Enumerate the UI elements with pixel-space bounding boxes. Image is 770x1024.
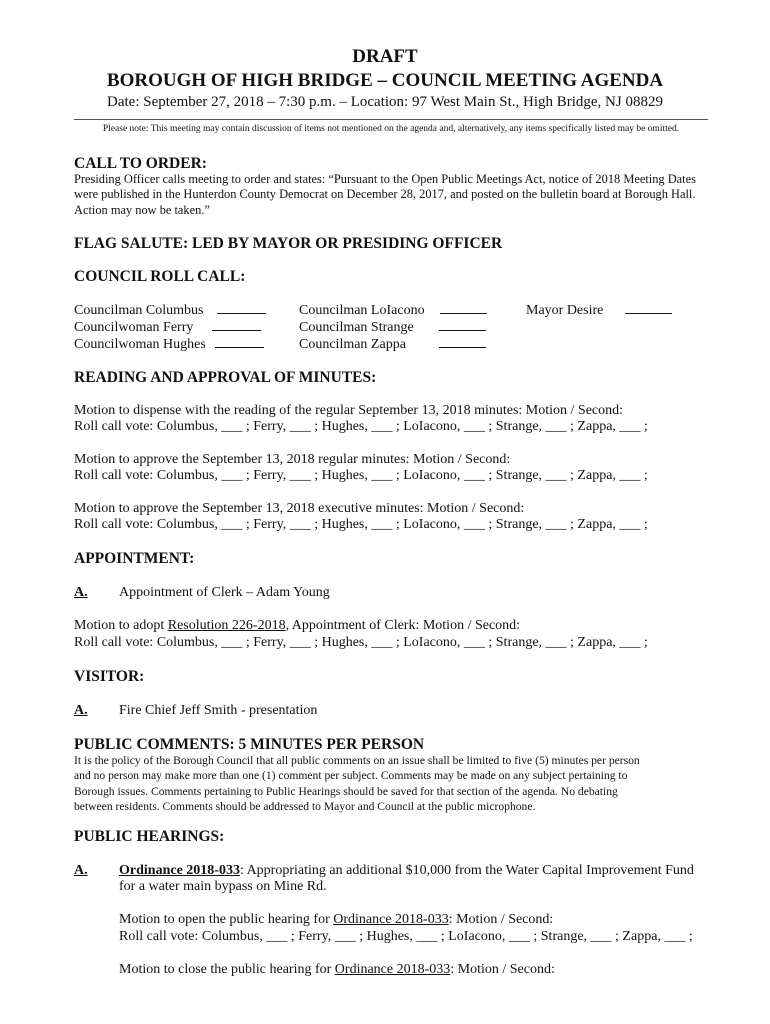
council-member-name: Councilwoman Ferry (74, 320, 194, 335)
public-comments-text (74, 753, 704, 814)
council-member-name: Councilman LoIacono (299, 303, 425, 318)
call-to-order-text (74, 172, 704, 218)
council-member-name: Councilman Zappa (299, 337, 406, 352)
call-to-order-heading: CALL TO ORDER: (74, 155, 207, 172)
ordinance-link[interactable]: Ordinance 2018-033 (333, 912, 449, 927)
agenda-note: Please note: This meeting may contain discussion of items not mentioned on the agenda and, alternatively, any items specifically listed may be omitted. (102, 124, 680, 134)
flag-salute-heading: FLAG SALUTE: LED BY MAYOR OR PRESIDING OFFICER (74, 235, 503, 252)
appointment-motion (74, 618, 520, 634)
item-letter: A. (74, 585, 88, 600)
ordinance-link[interactable]: Ordinance 2018-033 (119, 863, 240, 878)
visitor-item: Fire Chief Jeff Smith - presentation (119, 703, 318, 718)
motion-text: Motion to close the public hearing for (119, 962, 335, 977)
council-member-name: Councilman Strange (299, 320, 414, 335)
council-member-name: Councilman Columbus (74, 303, 204, 318)
attendance-blank[interactable] (440, 302, 487, 314)
motion-text: , Appointment of Clerk: Motion / Second: (285, 618, 521, 633)
document-title: BOROUGH OF HIGH BRIDGE – COUNCIL MEETING AGENDA (106, 70, 664, 91)
minutes-motion-regular: Motion to approve the September 13, 2018 regular minutes: Motion / Second: (74, 452, 511, 467)
minutes-motion-dispense: Motion to dispense with the reading of the regular September 13, 2018 minutes: Motion / Second: (74, 403, 624, 418)
council-member-name: Councilwoman Hughes (74, 337, 206, 352)
public-comments-heading: PUBLIC COMMENTS: 5 MINUTES PER PERSON (74, 736, 425, 753)
attendance-blank[interactable] (212, 319, 261, 331)
mayor-name: Mayor Desire (526, 303, 604, 318)
open-hearing-motion (119, 912, 553, 928)
public-comments-line: Borough issues. Comments pertaining to Public Hearings should be saved for that section of the agenda. No debating (74, 784, 618, 798)
public-comments-line: between residents. Comments should be addressed to Mayor and Council at the public microphone. (74, 799, 536, 813)
item-letter: A. (74, 863, 88, 878)
roll-call-entry (74, 302, 266, 319)
attendance-blank[interactable] (439, 336, 486, 348)
ordinance-item (119, 863, 694, 879)
motion-text: Motion to open the public hearing for (119, 912, 334, 927)
roll-call-entry (526, 302, 672, 319)
roll-call-entry (299, 302, 487, 319)
motion-text: : Motion / Second: (450, 962, 555, 977)
roll-call-vote: Roll call vote: Columbus, ___ ; Ferry, ___ ; Hughes, ___ ; LoIacono, ___ ; Strange, ___ ; Zappa, ___ ; (74, 635, 648, 650)
roll-call-entry (74, 336, 264, 353)
public-comments-line: and no person may make more than one (1) comment per subject. Comments may be made on any subject pertaining to (74, 769, 628, 783)
attendance-blank[interactable] (215, 336, 264, 348)
roll-call-entry (74, 319, 261, 336)
minutes-heading: READING AND APPROVAL OF MINUTES: (74, 369, 377, 386)
ordinance-link[interactable]: Ordinance 2018-033 (334, 962, 451, 977)
appointment-item: Appointment of Clerk – Adam Young (119, 585, 330, 600)
header-divider (74, 119, 708, 120)
motion-text: Motion to adopt (74, 618, 168, 633)
roll-call-entry (299, 336, 486, 353)
attendance-blank[interactable] (217, 302, 266, 314)
roll-call-vote: Roll call vote: Columbus, ___ ; Ferry, ___ ; Hughes, ___ ; LoIacono, ___ ; Strange, ___ ; Zappa, ___ ; (74, 517, 648, 532)
public-hearings-heading: PUBLIC HEARINGS: (74, 828, 225, 845)
call-to-order-line: Presiding Officer calls meeting to order and states: “Pursuant to the Open Public Meetings Act, notice of 2018 Meeting Dates (74, 172, 696, 186)
roll-call-heading: COUNCIL ROLL CALL: (74, 268, 246, 285)
draft-label: DRAFT (352, 46, 418, 67)
meeting-date-location: Date: September 27, 2018 – 7:30 p.m. – Location: 97 West Main St., High Bridge, NJ 08829 (107, 94, 663, 110)
call-to-order-line: Action may now be taken.” (74, 202, 210, 217)
close-hearing-motion (119, 962, 555, 978)
motion-text: : Motion / Second: (448, 912, 554, 927)
roll-call-vote: Roll call vote: Columbus, ___ ; Ferry, ___ ; Hughes, ___ ; LoIacono, ___ ; Strange, ___ ; Zappa, ___ ; (119, 929, 693, 944)
visitor-heading: VISITOR: (74, 668, 145, 685)
call-to-order-line: were published in the Hunterdon County Democrat on December 28, 2017, and posted on the bulletin board at Borough Hall. (74, 187, 696, 202)
public-comments-line: It is the policy of the Borough Council that all public comments on an issue shall be limited to five (5) minutes per person (74, 754, 640, 767)
minutes-motion-executive: Motion to approve the September 13, 2018 executive minutes: Motion / Second: (74, 501, 525, 516)
item-letter: A. (74, 703, 88, 718)
roll-call-entry (299, 319, 486, 336)
attendance-blank[interactable] (625, 302, 672, 314)
ordinance-description: : Appropriating an additional $10,000 from the Water Capital Improvement Fund (239, 863, 694, 878)
attendance-blank[interactable] (439, 319, 486, 331)
resolution-link[interactable]: Resolution 226-2018 (167, 618, 286, 633)
appointment-heading: APPOINTMENT: (74, 550, 195, 567)
roll-call-vote: Roll call vote: Columbus, ___ ; Ferry, ___ ; Hughes, ___ ; LoIacono, ___ ; Strange, ___ ; Zappa, ___ ; (74, 419, 648, 434)
roll-call-vote: Roll call vote: Columbus, ___ ; Ferry, ___ ; Hughes, ___ ; LoIacono, ___ ; Strange, ___ ; Zappa, ___ ; (74, 468, 648, 483)
ordinance-item-line2: for a water main bypass on Mine Rd. (119, 879, 327, 894)
